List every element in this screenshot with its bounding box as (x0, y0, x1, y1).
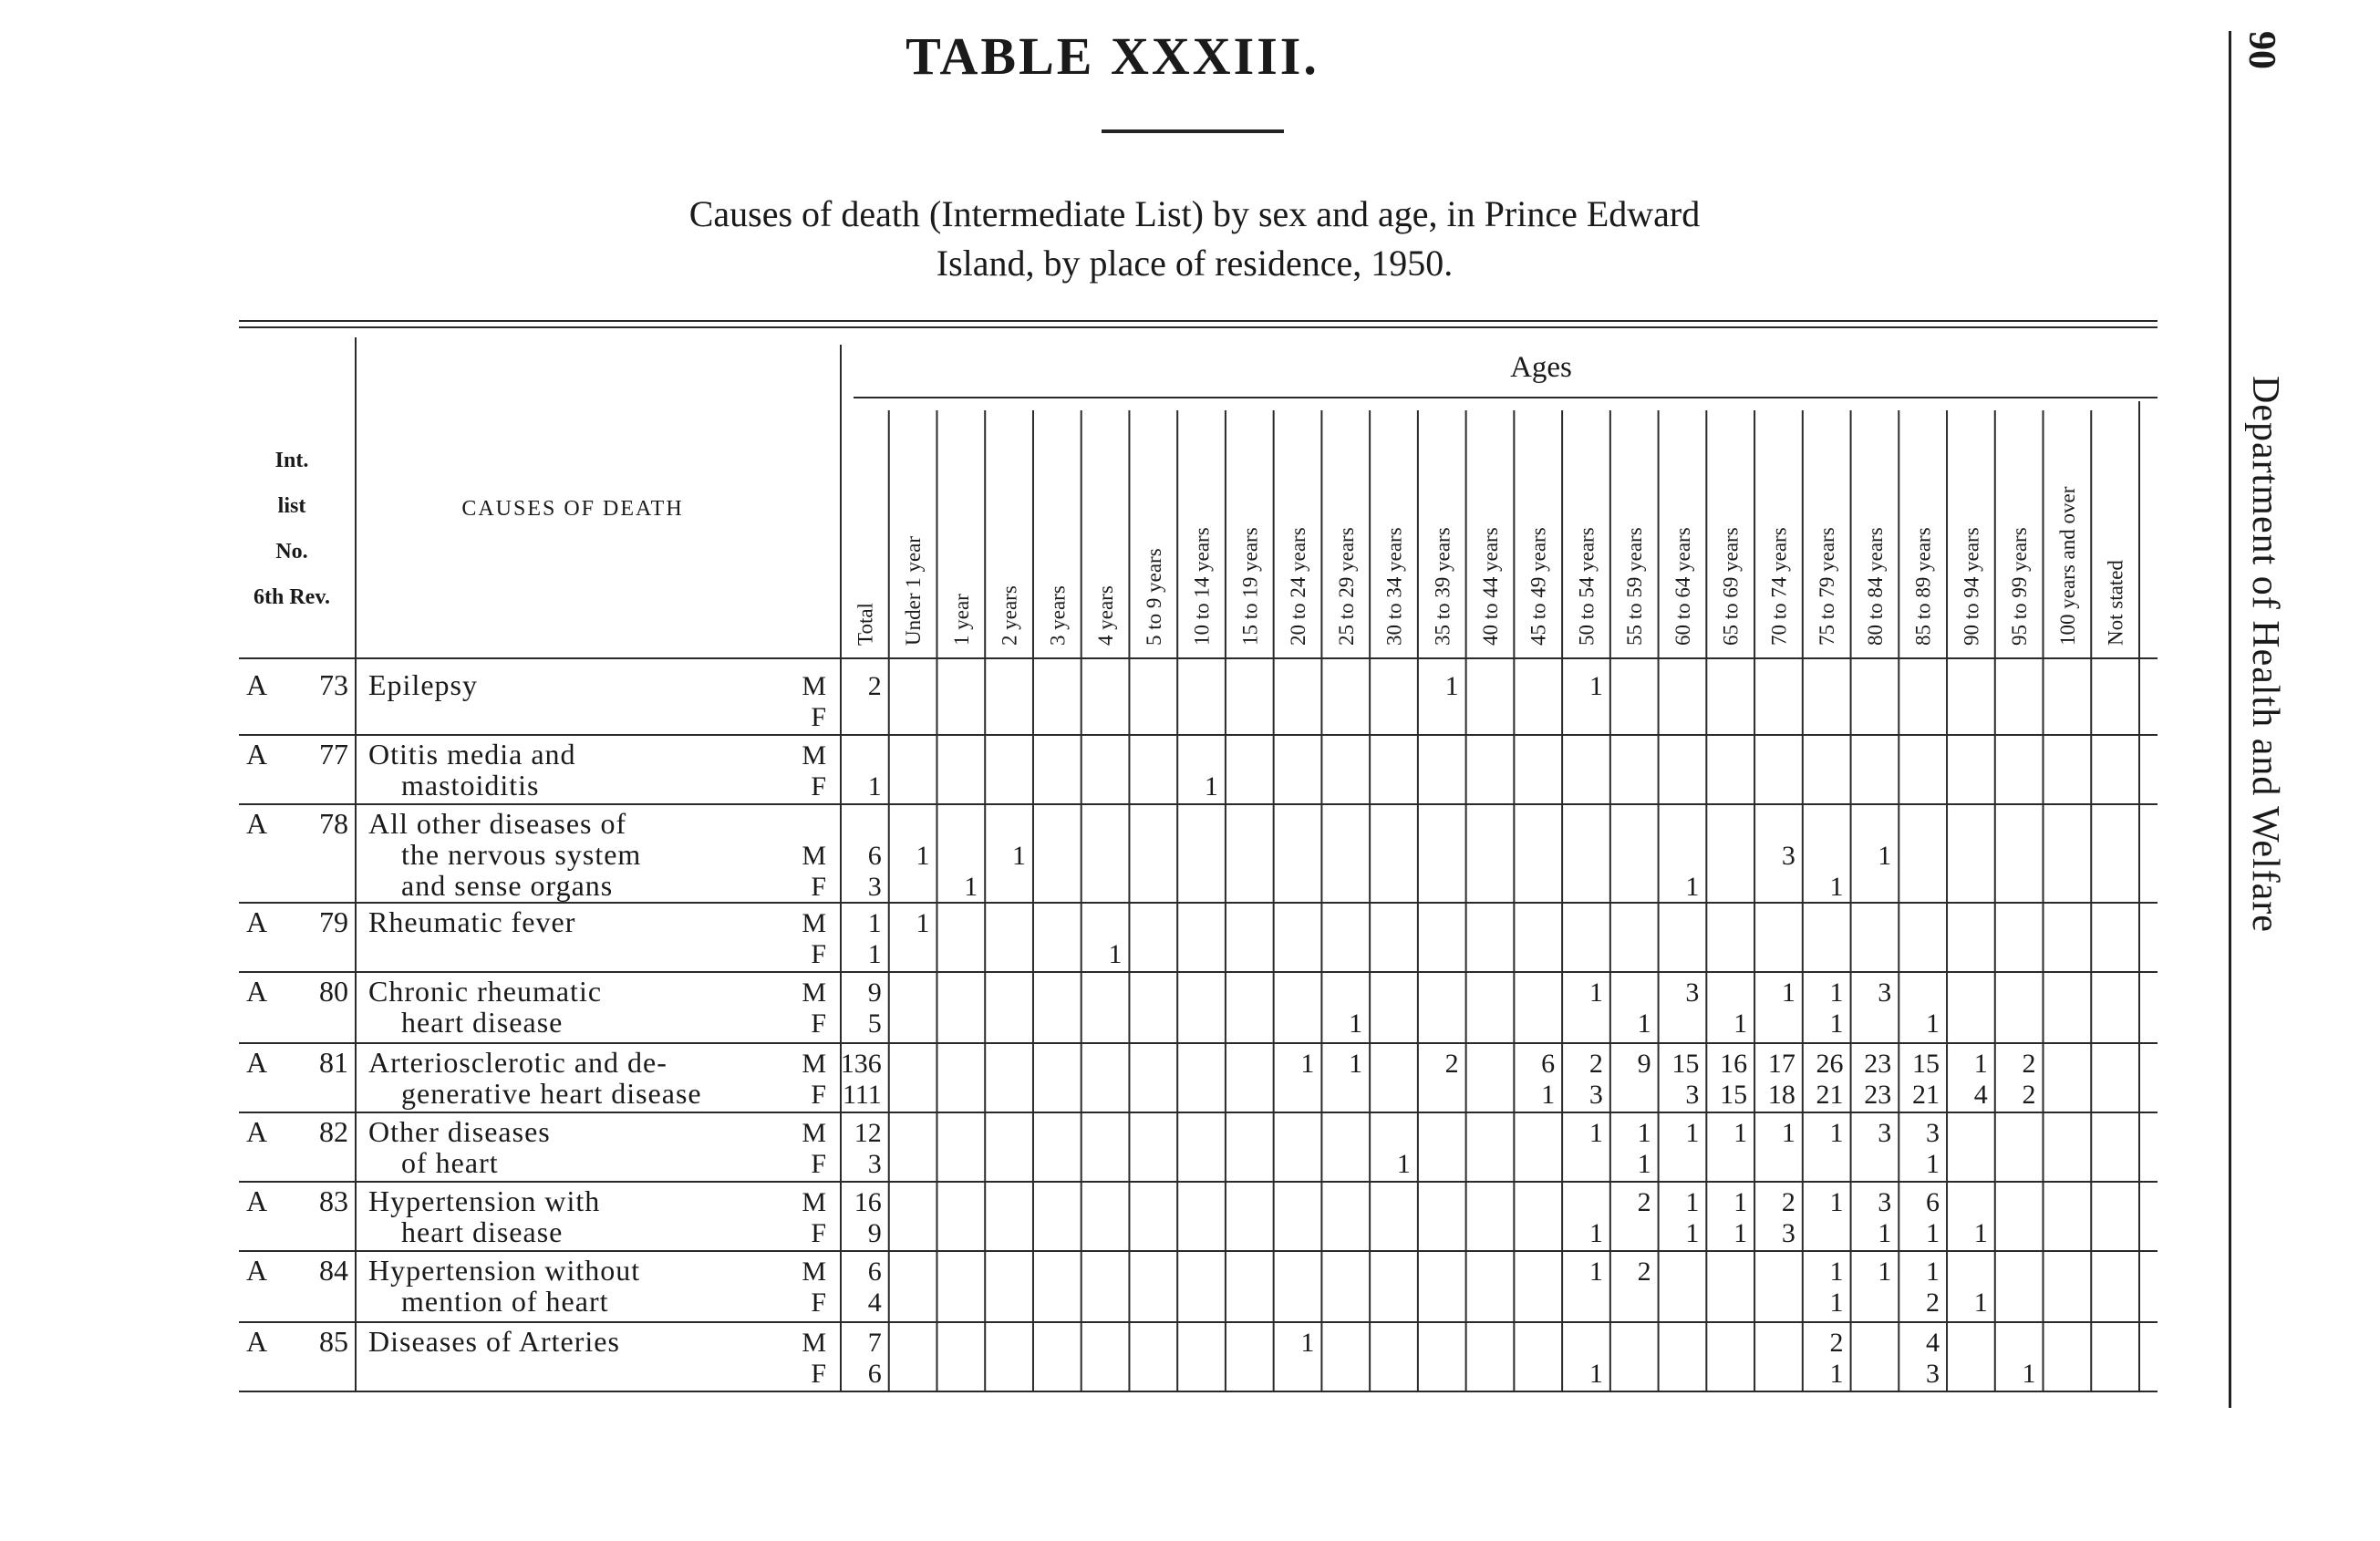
row-list-number: 80 (319, 975, 348, 1008)
table-cell-value: 111 (842, 1080, 882, 1110)
table-cell-value: 2 (1926, 1288, 1940, 1318)
cause-of-death-label: Hypertension without (368, 1254, 641, 1287)
column-header: 75 to 79 years (1816, 527, 1839, 646)
sex-label-female: F (811, 1218, 826, 1248)
cause-of-death-label: Diseases of Arteries (368, 1325, 620, 1358)
table-cell-value: 3 (1781, 1218, 1795, 1248)
row-list-number: 78 (319, 807, 348, 840)
table-cell-value: 1 (867, 908, 882, 938)
cause-of-death-label: Arteriosclerotic and de- (368, 1046, 667, 1079)
sex-label-male: M (802, 1257, 826, 1287)
table-cell-value: 1 (1685, 1187, 1700, 1217)
table-cell-value: 6 (867, 1257, 882, 1287)
table-cell-value: 1 (916, 908, 930, 938)
table-cell-value: 1 (1829, 1008, 1844, 1039)
table-cell-value: 1 (1685, 872, 1700, 902)
table-cell-value: 1 (1829, 1288, 1844, 1318)
table-cell-value: 3 (1588, 1080, 1603, 1110)
table-cell-value: 23 (1864, 1049, 1892, 1079)
page-number: 90 (2240, 31, 2282, 69)
column-header: Under 1 year (902, 535, 926, 646)
cause-of-death-label: and sense organs (401, 869, 614, 902)
sex-label-female: F (811, 1288, 826, 1318)
cause-of-death-label: heart disease (401, 1215, 564, 1248)
row-class: A (246, 738, 268, 770)
table-cell-value: 1 (1733, 1008, 1748, 1039)
row-list-number: 83 (319, 1184, 348, 1217)
column-header: 10 to 14 years (1190, 527, 1214, 646)
column-header: 80 to 84 years (1863, 527, 1887, 646)
column-header: 3 years (1046, 585, 1070, 646)
cause-of-death-label: Epilepsy (368, 668, 478, 701)
table-cell-value: 2 (867, 671, 882, 701)
column-header: 5 to 9 years (1142, 548, 1165, 646)
cause-of-death-label: generative heart disease (401, 1077, 702, 1110)
table-cell-value: 1 (1973, 1049, 1988, 1079)
column-header: 60 to 64 years (1671, 527, 1694, 646)
table-cell-value: 2 (1781, 1187, 1795, 1217)
column-header: 65 to 69 years (1719, 527, 1743, 646)
sex-label-female: F (811, 1080, 826, 1110)
table-cell-value: 3 (1878, 1187, 1892, 1217)
table-cell-value: 1 (1926, 1149, 1940, 1179)
table-cell-value: 9 (1637, 1049, 1651, 1079)
cause-of-death-label: Otitis media and (368, 738, 576, 770)
table-cell-value: 7 (867, 1328, 882, 1358)
table-cell-value: 1 (1829, 1257, 1844, 1287)
cause-of-death-label: Rheumatic fever (368, 905, 576, 938)
cause-of-death-label: mention of heart (401, 1285, 609, 1318)
table-cell-value: 3 (867, 1149, 882, 1179)
column-header: 70 to 74 years (1767, 527, 1791, 646)
table-cell-value: 1 (1733, 1218, 1748, 1248)
sex-label-female: F (811, 872, 826, 902)
table-cell-value: 4 (1973, 1080, 1988, 1110)
row-class: A (246, 807, 268, 840)
table-cell-value: 16 (1720, 1049, 1748, 1079)
table-cell-value: 18 (1767, 1080, 1795, 1110)
table-cell-value: 23 (1864, 1080, 1892, 1110)
table-cell-value: 1 (1588, 1118, 1603, 1148)
sex-label-female: F (811, 1008, 826, 1039)
row-class: A (246, 1046, 268, 1079)
table-cell-value: 1 (1588, 977, 1603, 1008)
table-cell-value: 3 (1878, 977, 1892, 1008)
sex-label-female: F (811, 1149, 826, 1179)
sex-label-male: M (802, 671, 826, 701)
table-cell-value: 6 (1541, 1049, 1556, 1079)
table-cell-value: 1 (2022, 1359, 2036, 1389)
ages-header: Ages (1510, 351, 1572, 384)
table-cell-value: 1 (1349, 1008, 1363, 1039)
table-cell-value: 1 (1926, 1218, 1940, 1248)
row-class: A (246, 975, 268, 1008)
table-cell-value: 2 (2022, 1049, 2036, 1079)
cause-of-death-label: heart disease (401, 1006, 564, 1039)
page-title: TABLE XXXIII. (905, 26, 1319, 86)
table-cell-value: 1 (1444, 671, 1459, 701)
table-cell-value: 1 (1878, 841, 1892, 871)
cause-of-death-label: of heart (401, 1146, 499, 1179)
table-cell-value: 6 (867, 841, 882, 871)
row-class: A (246, 1184, 268, 1217)
table-cell-value: 1 (1011, 841, 1026, 871)
table-cell-value: 1 (1108, 939, 1123, 969)
row-class: A (246, 668, 268, 701)
sex-label-male: M (802, 841, 826, 871)
table-cell-value: 1 (1829, 872, 1844, 902)
row-list-number: 73 (319, 668, 348, 701)
sex-label-female: F (811, 702, 826, 732)
table-cell-value: 1 (1204, 771, 1218, 802)
sex-label-female: F (811, 1359, 826, 1389)
row-class: A (246, 1115, 268, 1148)
row-class: A (246, 1325, 268, 1358)
table-cell-value: 9 (867, 977, 882, 1008)
sex-label-male: M (802, 740, 826, 770)
cause-of-death-label: All other diseases of (368, 807, 627, 840)
int-list-header-line: list (277, 494, 306, 518)
table-cell-value: 2 (1637, 1257, 1651, 1287)
running-head: Department of Health and Welfare (2244, 376, 2286, 933)
table-cell-value: 1 (1588, 1257, 1603, 1287)
table-cell-value: 1 (1300, 1049, 1315, 1079)
column-header: Total (854, 603, 877, 646)
sex-label-male: M (802, 977, 826, 1008)
sex-label-male: M (802, 1049, 826, 1079)
table-cell-value: 1 (1829, 977, 1844, 1008)
table-cell-value: 1 (1637, 1149, 1651, 1179)
table-cell-value: 1 (1541, 1080, 1556, 1110)
table-cell-value: 1 (1973, 1218, 1988, 1248)
cause-of-death-label: Chronic rheumatic (368, 975, 603, 1008)
table-cell-value: 1 (1588, 671, 1603, 701)
table-cell-value: 1 (1300, 1328, 1315, 1358)
cause-of-death-label: Hypertension with (368, 1184, 601, 1217)
subtitle-line-1: Causes of death (Intermediate List) by sex and age, in Prince Edward (688, 193, 1701, 234)
table-cell-value: 15 (1720, 1080, 1748, 1110)
int-list-header-line: 6th Rev. (254, 585, 330, 609)
table-cell-value: 21 (1912, 1080, 1940, 1110)
sex-label-male: M (802, 1187, 826, 1217)
row-list-number: 79 (319, 905, 348, 938)
column-header: 2 years (998, 585, 1021, 646)
table-cell-value: 9 (867, 1218, 882, 1248)
int-list-header-line: No. (275, 540, 308, 564)
cause-of-death-label: mastoiditis (401, 769, 540, 802)
table-cell-value: 1 (964, 872, 978, 902)
row-list-number: 85 (319, 1325, 348, 1358)
column-header: 45 to 49 years (1526, 527, 1550, 646)
sex-label-female: F (811, 771, 826, 802)
table-cell-value: 2 (1444, 1049, 1459, 1079)
table-cell-value: 1 (1637, 1008, 1651, 1039)
table-cell-value: 1 (1781, 977, 1795, 1008)
table-cell-value: 2 (1588, 1049, 1603, 1079)
table-cell-value: 5 (867, 1008, 882, 1039)
table-cell-value: 3 (1926, 1359, 1940, 1389)
table-cell-value: 1 (1878, 1218, 1892, 1248)
table-cell-value: 1 (867, 771, 882, 802)
table-cell-value: 1 (867, 939, 882, 969)
column-header: 15 to 19 years (1238, 527, 1262, 646)
table-cell-value: 6 (867, 1359, 882, 1389)
table-cell-value: 1 (1588, 1359, 1603, 1389)
table-cell-value: 3 (1781, 841, 1795, 871)
column-header: 50 to 54 years (1575, 527, 1599, 646)
table-cell-value: 136 (840, 1049, 882, 1079)
cause-of-death-label: the nervous system (401, 838, 642, 871)
table-cell-value: 1 (1829, 1359, 1844, 1389)
table-cell-value: 1 (1733, 1187, 1748, 1217)
table-cell-value: 6 (1926, 1187, 1940, 1217)
table-cell-value: 2 (1637, 1187, 1651, 1217)
subtitle-line-2: Island, by place of residence, 1950. (936, 243, 1454, 284)
table-cell-value: 3 (1926, 1118, 1940, 1148)
column-header: 4 years (1094, 585, 1118, 646)
table-cell-value: 15 (1912, 1049, 1940, 1079)
table-cell-value: 3 (1878, 1118, 1892, 1148)
cause-of-death-label: Other diseases (368, 1115, 551, 1148)
table-cell-value: 1 (1637, 1118, 1651, 1148)
column-header: 90 to 94 years (1960, 527, 1983, 646)
table-cell-value: 1 (1733, 1118, 1748, 1148)
table-cell-value: 1 (1926, 1257, 1940, 1287)
column-header: 25 to 29 years (1334, 527, 1358, 646)
table-cell-value: 2 (1829, 1328, 1844, 1358)
table-cell-value: 1 (916, 841, 930, 871)
column-header: 95 to 99 years (2008, 527, 2032, 646)
sex-label-male: M (802, 1118, 826, 1148)
table-cell-value: 12 (854, 1118, 882, 1148)
causes-of-death-header: CAUSES OF DEATH (461, 497, 684, 521)
column-header: 1 year (949, 594, 973, 646)
table-cell-value: 1 (1829, 1118, 1844, 1148)
table-cell-value: 1 (1588, 1218, 1603, 1248)
table-cell-value: 21 (1816, 1080, 1844, 1110)
int-list-header-line: Int. (274, 449, 309, 472)
column-header: 85 to 89 years (1911, 527, 1935, 646)
row-list-number: 77 (319, 738, 348, 770)
table-cell-value: 17 (1767, 1049, 1795, 1079)
row-class: A (246, 905, 268, 938)
table-cell-value: 26 (1816, 1049, 1844, 1079)
table-cell-value: 1 (1685, 1118, 1700, 1148)
sex-label-male: M (802, 1328, 826, 1358)
column-header: Not stated (2104, 560, 2127, 646)
table-cell-value: 1 (1349, 1049, 1363, 1079)
column-header: 55 to 59 years (1623, 527, 1647, 646)
row-list-number: 82 (319, 1115, 348, 1148)
column-header: 30 to 34 years (1382, 527, 1406, 646)
table-cell-value: 1 (1781, 1118, 1795, 1148)
table-cell-value: 1 (1685, 1218, 1700, 1248)
table-cell-value: 1 (1926, 1008, 1940, 1039)
table-cell-value: 15 (1671, 1049, 1700, 1079)
row-list-number: 84 (319, 1254, 348, 1287)
table-cell-value: 1 (1973, 1288, 1988, 1318)
table-cell-value: 1 (1878, 1257, 1892, 1287)
column-header: 20 to 24 years (1287, 527, 1310, 646)
row-class: A (246, 1254, 268, 1287)
table-cell-value: 3 (1685, 977, 1700, 1008)
table-cell-value: 16 (854, 1187, 882, 1217)
table-cell-value: 1 (1829, 1187, 1844, 1217)
table-cell-value: 1 (1396, 1149, 1411, 1179)
sex-label-male: M (802, 908, 826, 938)
sex-label-female: F (811, 939, 826, 969)
column-header: 40 to 44 years (1479, 527, 1502, 646)
row-list-number: 81 (319, 1046, 348, 1079)
column-header: 35 to 39 years (1431, 527, 1454, 646)
column-header: 100 years and over (2055, 486, 2079, 646)
table-cell-value: 2 (2022, 1080, 2036, 1110)
table-cell-value: 3 (1685, 1080, 1700, 1110)
table-cell-value: 4 (1926, 1328, 1940, 1358)
table-cell-value: 4 (867, 1288, 882, 1318)
table-cell-value: 3 (867, 872, 882, 902)
